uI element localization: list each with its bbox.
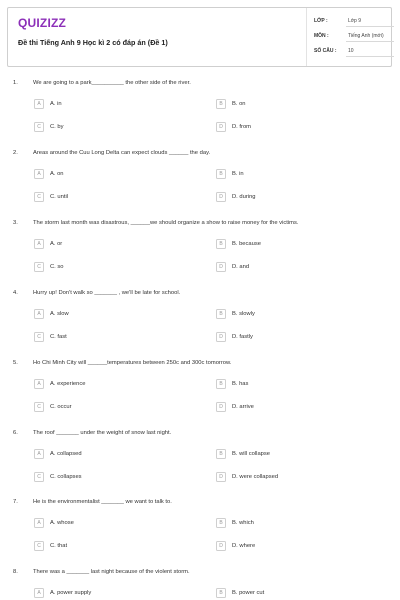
- option-letter-box: D: [216, 332, 226, 342]
- option-letter-box: D: [216, 402, 226, 412]
- option-text: A. in: [50, 101, 62, 107]
- option-text: D. during: [232, 194, 256, 200]
- question-text: The roof _______ under the weight of snow last night.: [33, 430, 172, 436]
- question-text: There was a _______ last night because of the violent storm.: [33, 569, 190, 575]
- question-number: 5.: [13, 360, 18, 366]
- option-text: D. where: [232, 543, 256, 549]
- question-8: [0, 569, 400, 600]
- option-letter-box: B: [216, 588, 226, 598]
- meta-underline: [346, 56, 394, 57]
- worksheet-header: [7, 7, 392, 67]
- meta-underline: [346, 26, 394, 27]
- option-text: C. by: [50, 124, 64, 130]
- option-text: B. has: [232, 381, 249, 387]
- option-letter-box: B: [216, 309, 226, 319]
- question-text: Ho Chi Minh City will ______temperatures between 250c and 300c tomorrow.: [33, 360, 232, 366]
- option-text: A. power supply: [50, 590, 92, 596]
- question-text: Hurry up! Don't walk so _______ , we'll be late for school.: [33, 290, 181, 296]
- option-letter-box: B: [216, 239, 226, 249]
- option-text: A. whose: [50, 520, 74, 526]
- question-number: 7.: [13, 499, 18, 505]
- option-letter-box: B: [216, 99, 226, 109]
- option-text: B. slowly: [232, 311, 255, 317]
- option-letter-box: A: [34, 379, 44, 389]
- header-divider: [306, 8, 307, 66]
- question-number: 6.: [13, 430, 18, 436]
- page-title: Đề thi Tiếng Anh 9 Học kì 2 có đáp án (Đề 1): [18, 38, 168, 47]
- option-letter-box: B: [216, 379, 226, 389]
- option-text: B. because: [232, 241, 262, 247]
- option-text: D. arrive: [232, 404, 254, 410]
- meta-underline: [346, 41, 394, 42]
- option-letter-box: B: [216, 518, 226, 528]
- option-text: B. which: [232, 520, 254, 526]
- option-letter-box: A: [34, 309, 44, 319]
- option-letter-box: A: [34, 588, 44, 598]
- option-letter-box: B: [216, 169, 226, 179]
- meta-subject: [314, 33, 394, 43]
- option-letter-box: C: [34, 122, 44, 132]
- option-text: C. collapses: [50, 474, 82, 480]
- option-text: C. until: [50, 194, 69, 200]
- question-number: 3.: [13, 220, 18, 226]
- option-letter-box: A: [34, 239, 44, 249]
- option-text: A. on: [50, 171, 64, 177]
- meta-label: MÔN :: [314, 33, 329, 39]
- option-letter-box: C: [34, 192, 44, 202]
- option-text: C. that: [50, 543, 68, 549]
- option-text: B. will collapse: [232, 451, 271, 457]
- meta-value: Lớp 9: [348, 18, 362, 24]
- option-text: C. occur: [50, 404, 72, 410]
- option-text: A. slow: [50, 311, 69, 317]
- option-letter-box: D: [216, 472, 226, 482]
- option-letter-box: C: [34, 262, 44, 272]
- option-text: C. fast: [50, 334, 67, 340]
- question-4: [0, 290, 400, 350]
- question-7: [0, 499, 400, 559]
- option-text: B. power cut: [232, 590, 265, 596]
- option-letter-box: A: [34, 99, 44, 109]
- option-text: D. and: [232, 264, 250, 270]
- question-text: Areas around the Cuu Long Delta can expect clouds ______ the day.: [33, 150, 211, 156]
- option-text: A. experience: [50, 381, 86, 387]
- option-letter-box: D: [216, 262, 226, 272]
- option-text: B. on: [232, 101, 246, 107]
- question-5: [0, 360, 400, 420]
- question-text: We are going to a park__________ the other side of the river.: [33, 80, 191, 86]
- question-number: 8.: [13, 569, 18, 575]
- option-text: A. collapsed: [50, 451, 82, 457]
- question-3: [0, 220, 400, 280]
- quizizz-logo: QUIZIZZ: [18, 16, 67, 30]
- question-1: [0, 80, 400, 140]
- question-number: 2.: [13, 150, 18, 156]
- option-text: D. were collapsed: [232, 474, 279, 480]
- question-text: He is the environmentalist _______ we want to talk to.: [33, 499, 172, 505]
- meta-question-count: [314, 48, 394, 58]
- meta-value: 10: [348, 48, 354, 54]
- option-text: B. in: [232, 171, 244, 177]
- option-letter-box: C: [34, 472, 44, 482]
- option-text: D. from: [232, 124, 252, 130]
- option-letter-box: C: [34, 332, 44, 342]
- meta-value: Tiếng Anh (mới): [348, 33, 384, 39]
- option-letter-box: D: [216, 541, 226, 551]
- option-letter-box: A: [34, 449, 44, 459]
- meta-label: SỐ CÂU :: [314, 48, 337, 54]
- option-text: A. or: [50, 241, 63, 247]
- question-2: [0, 150, 400, 210]
- option-letter-box: B: [216, 449, 226, 459]
- question-number: 4.: [13, 290, 18, 296]
- meta-label: LỚP :: [314, 18, 328, 24]
- option-text: C. so: [50, 264, 64, 270]
- option-text: D. fastly: [232, 334, 253, 340]
- option-letter-box: D: [216, 192, 226, 202]
- meta-class: [314, 18, 394, 28]
- option-letter-box: C: [34, 402, 44, 412]
- option-letter-box: A: [34, 169, 44, 179]
- option-letter-box: C: [34, 541, 44, 551]
- option-letter-box: A: [34, 518, 44, 528]
- question-number: 1.: [13, 80, 18, 86]
- question-text: The storm last month was disastrous, ______we should organize a show to raise money for the victims.: [33, 220, 299, 226]
- question-6: [0, 430, 400, 490]
- option-letter-box: D: [216, 122, 226, 132]
